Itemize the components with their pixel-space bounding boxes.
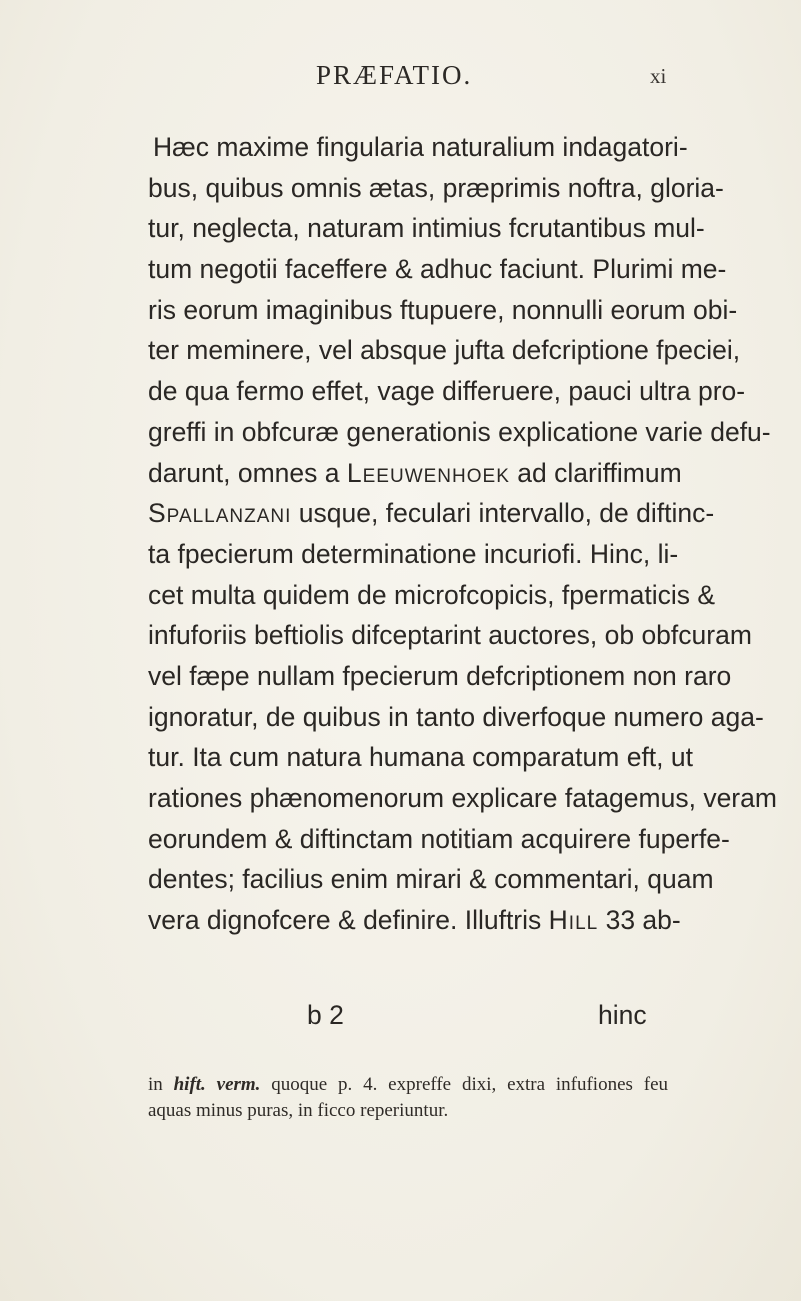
footnote-line: aquas minus puras, in ficco reperiuntur.: [148, 1100, 449, 1121]
running-title: PRÆFATIO.: [316, 60, 473, 90]
text-line: bus, quibus omnis ætas, præprimis noftra, gloria-: [148, 172, 724, 203]
catchword: hinc: [598, 1000, 647, 1030]
text-line: [148, 493, 715, 534]
footnote-text: quoque p. 4. expreffe dixi, extra infufiones feu: [271, 1074, 669, 1095]
text-line: vel fæpe nullam fpecierum defcriptionem non raro: [148, 660, 732, 691]
page-footer-row: [0, 1000, 801, 1044]
text-line: ta fpecierum determinatione incuriofi. Hinc, li-: [148, 538, 679, 569]
footnote-italic-reference: hift. verm.: [173, 1074, 261, 1095]
signature-mark: b 2: [307, 1000, 344, 1030]
author-name-hill: Hill: [548, 905, 599, 936]
line-text: vera dignofcere & definire. Illuftris: [148, 905, 542, 936]
line-text: ad clariffimum: [517, 457, 682, 488]
line-text: 33 ab-: [605, 905, 681, 936]
text-line: [148, 453, 682, 494]
text-line: ris eorum imaginibus ftupuere, nonnulli eorum obi-: [148, 294, 738, 325]
text-line: tur. Ita cum natura humana comparatum eft, ut: [148, 742, 693, 773]
footnote: [148, 1072, 668, 1124]
text-line: rationes phænomenorum explicare fatagemus, veram: [148, 783, 777, 813]
text-line: dentes; facilius enim mirari & commentari, quam: [148, 864, 714, 895]
text-line: infuforiis beftiolis difceptarint auctores, ob obfcuram: [148, 620, 752, 651]
text-line: tur, neglecta, naturam intimius fcrutantibus mul-: [148, 213, 705, 244]
text-line: ter meminere, vel absque jufta defcriptione fpeciei,: [148, 335, 741, 366]
main-text-block: [148, 127, 777, 941]
author-name-leeuwenhoek: Leeuwenhoek: [346, 457, 510, 488]
author-name-spallanzani: Spallanzani: [148, 498, 292, 529]
line-text: darunt, omnes a: [148, 457, 340, 488]
text-line: cet multa quidem de microfcopicis, fpermaticis &: [148, 579, 716, 610]
footnote-text: in: [148, 1074, 163, 1095]
text-line: tum negotii faceffere & adhuc faciunt. Plurimi me-: [148, 254, 727, 285]
page-number: xi: [650, 64, 667, 88]
text-line: [148, 900, 681, 941]
line-text: usque, feculari intervallo, de diftinc-: [298, 498, 715, 529]
footnote-line: [148, 1072, 668, 1098]
page-header: [0, 60, 801, 100]
text-line: Hæc maxime fingularia naturalium indagatori-: [153, 132, 688, 162]
text-line: greffi in obfcuræ generationis explicatione varie defu-: [148, 416, 771, 447]
text-line: de qua fermo effet, vage differuere, pauci ultra pro-: [148, 376, 746, 407]
text-line: ignoratur, de quibus in tanto diverfoque numero aga-: [148, 701, 764, 732]
text-line: eorundem & diftinctam notitiam acquirere fuperfe-: [148, 823, 730, 854]
